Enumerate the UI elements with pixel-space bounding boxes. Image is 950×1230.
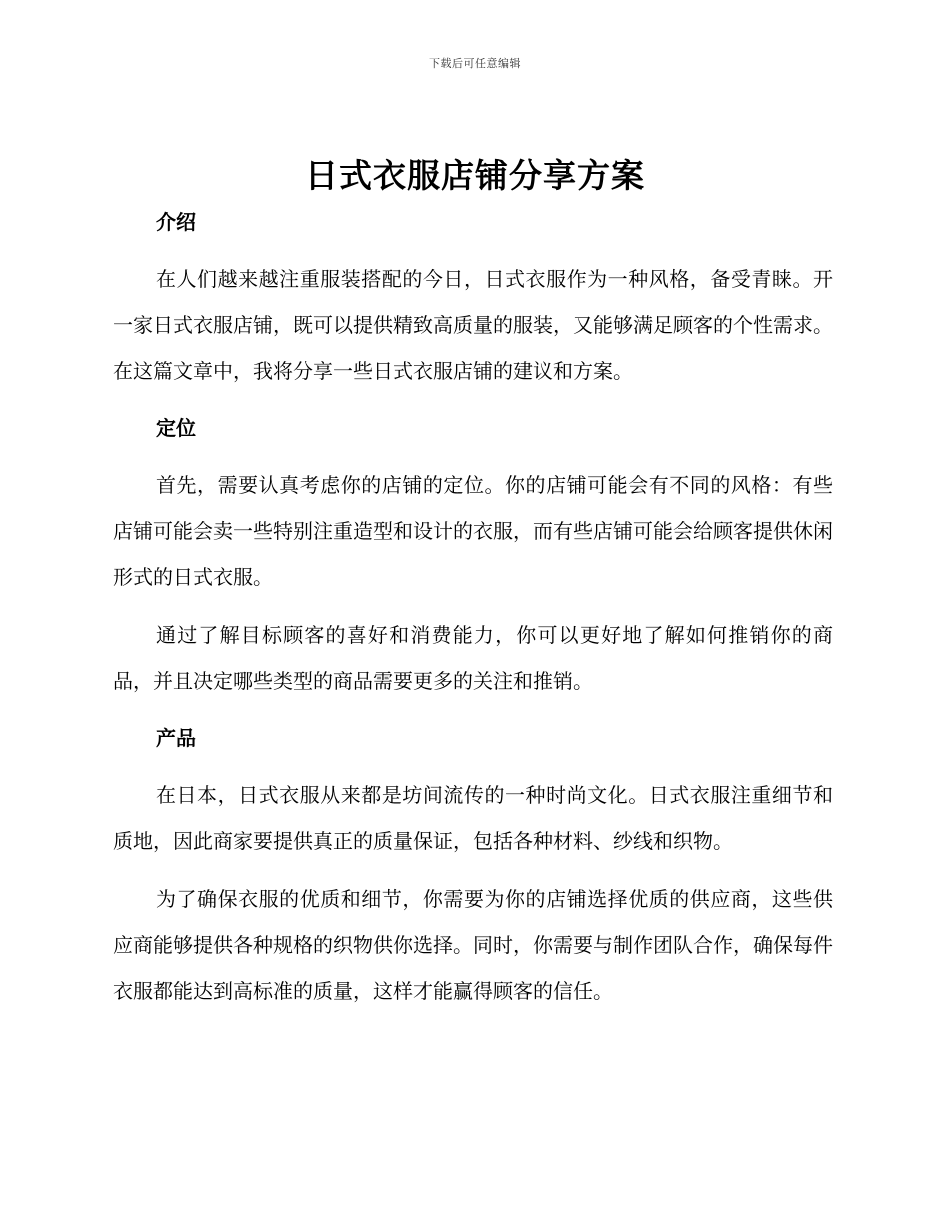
section-products <box>113 716 833 1014</box>
paragraph: 在人们越来越注重服装搭配的今日，日式衣服作为一种风格，备受青睐。开一家日式衣服店铺，既可以提供精致高质量的服装，又能够满足顾客的个性需求。在这篇文章中，我将分享一些日式衣服店铺的建议和方案。 <box>113 267 833 383</box>
section-heading: 产品 <box>156 726 196 750</box>
section-heading: 定位 <box>156 416 196 440</box>
paragraph: 通过了解目标顾客的喜好和消费能力，你可以更好地了解如何推销你的商品，并且决定哪些类型的商品需要更多的关注和推销。 <box>113 623 833 693</box>
paragraph: 在日本，日式衣服从来都是坊间流传的一种时尚文化。日式衣服注重细节和质地，因此商家要提供真正的质量保证，包括各种材料、纱线和织物。 <box>113 783 833 853</box>
paragraph: 首先，需要认真考虑你的店铺的定位。你的店铺可能会有不同的风格：有些店铺可能会卖一些特别注重造型和设计的衣服，而有些店铺可能会给顾客提供休闲形式的日式衣服。 <box>113 473 833 589</box>
document-body <box>113 200 833 1014</box>
paragraph: 为了确保衣服的优质和细节，你需要为你的店铺选择优质的供应商，这些供应商能够提供各种规格的织物供你选择。同时，你需要与制作团队合作，确保每件衣服都能达到高标准的质量，这样才能赢得顾客的信任。 <box>113 887 833 1003</box>
document-title: 日式衣服店铺分享方案 <box>305 156 645 195</box>
section-heading: 介绍 <box>156 210 196 234</box>
section-positioning <box>113 406 833 716</box>
section-intro <box>113 200 833 406</box>
header-note: 下载后可任意编辑 <box>429 57 521 70</box>
